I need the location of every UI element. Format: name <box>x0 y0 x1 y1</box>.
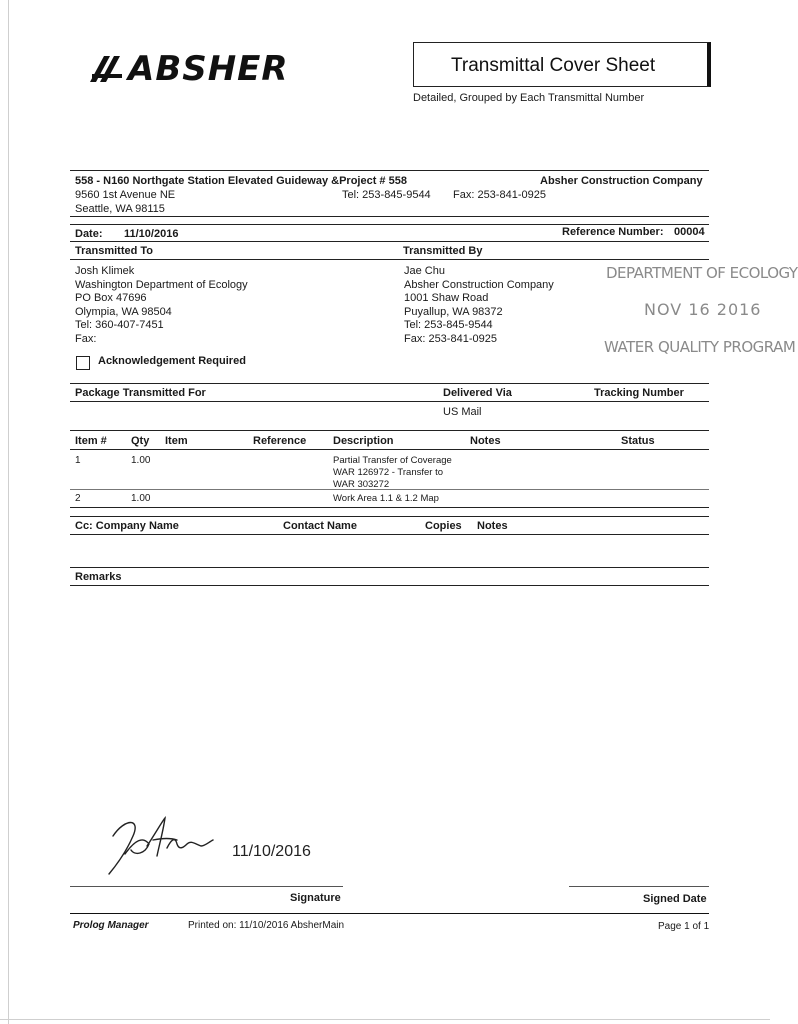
col-status: Status <box>621 435 655 447</box>
remarks-label: Remarks <box>75 571 122 583</box>
by-line: Fax: 253-841-0925 <box>404 333 497 345</box>
signature-label: Signature <box>290 892 341 904</box>
project-address1: 9560 1st Avenue NE <box>75 189 176 201</box>
absher-logo-mark <box>88 54 128 84</box>
table-row-description: Partial Transfer of Coverage <box>333 455 452 466</box>
transmitted-to-heading: Transmitted To <box>75 245 154 257</box>
divider <box>70 383 709 384</box>
col-reference: Reference <box>253 435 307 447</box>
to-line: Tel: 360-407-7451 <box>75 319 164 331</box>
project-address2: Seattle, WA 98115 <box>75 203 165 215</box>
table-row-qty: 1.00 <box>131 455 151 466</box>
signature-date-handwritten: 11/10/2016 <box>232 843 311 860</box>
scan-edge <box>0 1019 770 1020</box>
to-line: PO Box 47696 <box>75 292 147 304</box>
acknowledgement-checkbox[interactable] <box>76 356 90 370</box>
scan-edge <box>8 0 9 1024</box>
divider <box>70 170 709 171</box>
reference-label: Reference Number: <box>562 226 664 238</box>
delivered-via-value: US Mail <box>443 406 482 418</box>
col-item: Item <box>165 435 188 447</box>
by-line: Tel: 253-845-9544 <box>404 319 493 331</box>
table-row-description: WAR 303272 <box>333 479 390 490</box>
date-label: Date: <box>75 228 103 240</box>
divider <box>70 224 709 225</box>
cc-contact-label: Contact Name <box>283 520 357 532</box>
to-line: Josh Klimek <box>75 265 135 277</box>
table-row-qty: 1.00 <box>131 493 151 504</box>
stamp-date: NOV 16 2016 <box>644 300 762 319</box>
stamp-program: WATER QUALITY PROGRAM <box>604 338 796 356</box>
footer-page: Page 1 of 1 <box>658 921 710 932</box>
project-company: Absher Construction Company <box>540 175 703 187</box>
table-row-item: 2 <box>75 493 81 504</box>
package-heading: Package Transmitted For <box>75 387 206 399</box>
divider <box>70 567 709 568</box>
project-tel: Tel: 253-845-9544 <box>342 189 431 201</box>
to-line: Olympia, WA 98504 <box>75 306 172 318</box>
footer-divider <box>70 913 709 914</box>
date-value: 11/10/2016 <box>124 228 179 240</box>
divider <box>70 430 709 431</box>
by-line: Puyallup, WA 98372 <box>404 306 503 318</box>
divider <box>70 401 709 402</box>
handwritten-signature <box>105 810 215 880</box>
divider <box>70 241 709 242</box>
signature-line <box>70 886 343 887</box>
transmitted-by-heading: Transmitted By <box>403 245 483 257</box>
table-row-description: WAR 126972 - Transfer to <box>333 467 444 478</box>
footer-printed: Printed on: 11/10/2016 AbsherMain <box>188 920 345 931</box>
cc-notes-label: Notes <box>477 520 508 532</box>
cc-copies-label: Copies <box>425 520 462 532</box>
page-subtitle: Detailed, Grouped by Each Transmittal Number <box>413 92 645 104</box>
divider <box>70 489 709 490</box>
tracking-number-label: Tracking Number <box>594 387 684 399</box>
footer-product: Prolog Manager <box>73 920 149 931</box>
reference-value: 00004 <box>674 226 705 238</box>
project-fax: Fax: 253-841-0925 <box>453 189 546 201</box>
table-row-item: 1 <box>75 455 81 466</box>
by-line: 1001 Shaw Road <box>404 292 489 304</box>
acknowledgement-label: Acknowledgement Required <box>98 355 246 367</box>
divider <box>70 516 709 517</box>
cc-company-label: Cc: Company Name <box>75 520 179 532</box>
col-description: Description <box>333 435 394 447</box>
table-row-description: Work Area 1.1 & 1.2 Map <box>333 493 439 504</box>
signed-date-line <box>569 886 709 887</box>
divider <box>70 449 709 450</box>
by-line: Jae Chu <box>404 265 445 277</box>
to-line: Washington Department of Ecology <box>75 279 248 291</box>
stamp-department: DEPARTMENT OF ECOLOGY <box>606 264 798 282</box>
delivered-via-label: Delivered Via <box>443 387 512 399</box>
signed-date-label: Signed Date <box>643 893 707 905</box>
col-qty: Qty <box>131 435 150 447</box>
to-line: Fax: <box>75 333 97 345</box>
divider <box>70 534 709 535</box>
col-item-number: Item # <box>75 435 107 447</box>
divider <box>70 259 709 260</box>
divider <box>70 216 709 217</box>
by-line: Absher Construction Company <box>404 279 554 291</box>
divider <box>70 507 709 508</box>
absher-logo: ABSHER <box>128 49 289 89</box>
col-notes: Notes <box>470 435 501 447</box>
page-title: Transmittal Cover Sheet <box>451 55 656 76</box>
divider <box>70 585 709 586</box>
project-name: 558 - N160 Northgate Station Elevated Guideway &Project # 558 <box>75 175 407 187</box>
